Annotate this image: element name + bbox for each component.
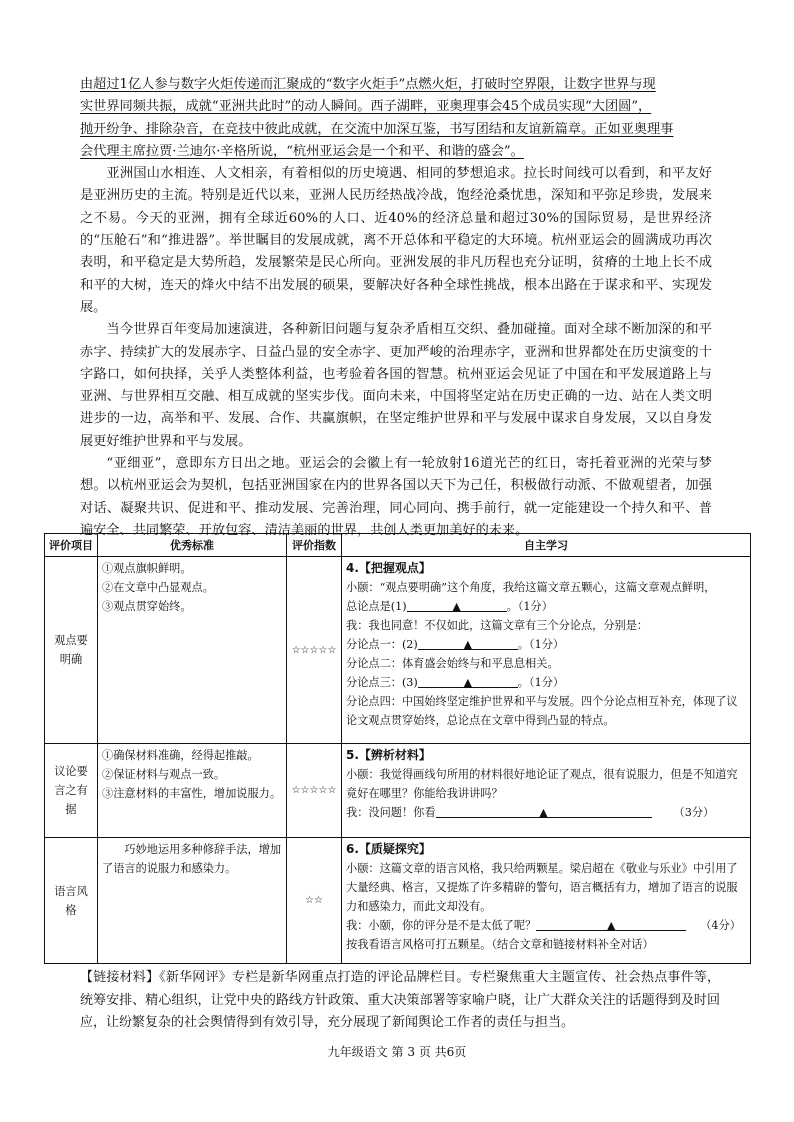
answer-blank[interactable]: [536, 916, 686, 931]
blank-marker-icon: ▲: [539, 806, 548, 819]
dialogue-line: [346, 635, 746, 654]
prompt-text: 分论点三：(3): [346, 676, 418, 689]
row-item: 语言风格: [45, 838, 98, 964]
self-study-cell: [342, 557, 751, 744]
score-text: 。（1分）: [506, 600, 553, 613]
standard-line: ③注意材料的丰富性，增加说服力。: [102, 787, 282, 800]
dialogue-line: 小颐：“观点要明确”这个角度，我给这篇文章五颗心，这篇文章观点鲜明，: [346, 581, 716, 594]
underlined-line: 实世界同频共振，成就“亚洲共此时”的动人瞬间。西子湖畔，亚奥理事会45个成员实现“大团圆”，: [80, 99, 652, 115]
header-standard: 优秀标准: [98, 534, 287, 557]
star-rating: ☆☆: [287, 838, 342, 964]
standard-line: ①确保材料准确，经得起推敲。: [102, 749, 259, 762]
self-study-cell: [342, 744, 751, 838]
prompt-text: 分论点一：(2): [346, 638, 418, 651]
standard-line: ②保证材料与观点一致。: [102, 768, 226, 781]
row-item: 议论要言之有据: [45, 744, 98, 838]
self-study-cell: [342, 838, 751, 964]
essay-paragraph-underlined: [80, 74, 712, 163]
table-row: [45, 744, 751, 838]
dialogue-line: 小颐：这篇文章的语言风格，我只给两颗星。梁启超在《敬业与乐业》中引用了大量经典、格言，又提炼了许多精辟的警句，语言概括有力，增加了语言的说服力和感染力，而此文却没有。: [346, 862, 738, 913]
evaluation-table: [44, 533, 751, 964]
standard-line: ③观点贯穿始终。: [102, 600, 192, 613]
score-text: 。（1分）: [517, 638, 565, 651]
dialogue-line: 小颐：我觉得画线句所用的材料很好地论证了观点，很有说服力，但是不知道究竟好在哪里？你能给我讲讲吗？: [346, 768, 738, 800]
underlined-line: 由超过1亿人参与数字火炬传递而汇聚成的“数字火炬手”点燃火炬，打破时空界限，让数字世界与现: [80, 77, 656, 92]
question-title: 4.【把握观点】: [346, 561, 431, 575]
essay-paragraph: 当今世界百年变局加速演进，各种新旧问题与复杂矛盾相互交织、叠加碰撞。面对全球不断加深的和平赤字、持续扩大的发展赤字、日益凸显的安全赤字、更加严峻的治理赤字，亚洲和世界都处在历史演变的十字路口，如何抉择，关乎人类整体利益，也考验着各国的智慧。杭州亚运会见证了中国在和平发展道路上与亚洲、与世界相互交融、相互成就的坚实步伐。面向未来，中国将坚定站在历史正确的一边、站在人类文明进步的一边，高举和平、发展、合作、共赢旗帜，在坚定维护世界和平与发展中谋求自身发展，又以自身发展更好维护世界和平与发展。: [80, 322, 712, 449]
blank-marker-icon: ▲: [452, 600, 461, 613]
table-row: [45, 557, 751, 744]
dialogue-line: 分论点四：中国始终坚定维护世界和平与发展。四个分论点相互补充，体现了议论文观点贯穿始终，总论点在文章中得到凸显的特点。: [346, 695, 738, 727]
dialogue-line: 我：我也同意！不仅如此，这篇文章有三个分论点，分别是：: [346, 619, 649, 632]
header-self-study: 自主学习: [342, 534, 751, 557]
prompt-text: 总论点是(1): [346, 600, 407, 613]
underlined-line: 抛开纷争、排除杂音，在竞技中彼此成就，在交流中加深互鉴，书写团结和友谊新篇章。正如亚奥理事: [80, 121, 674, 137]
answer-blank[interactable]: [436, 803, 652, 818]
dialogue-line: [346, 803, 746, 822]
prompt-text: 我：小颐，你的评分是不是太低了呢？: [346, 919, 537, 932]
dialogue-line: 分论点二：体育盛会始终与和平息息相关。: [346, 657, 559, 670]
question-title: 5.【辨析材料】: [346, 748, 431, 762]
star-rating: ☆☆☆☆☆: [287, 557, 342, 744]
answer-blank[interactable]: [418, 635, 518, 650]
table-row: [45, 838, 751, 964]
essay-paragraph: “亚细亚”，意即东方日出之地。亚运会的会徽上有一轮放射16道光芒的红日，寄托着亚洲的光荣与梦想。以杭州亚运会为契机，包括亚洲国家在内的世界各国以天下为己任，积极做行动派、不做观望者，加强对话、凝聚共识、促进和平、推动发展、完善治理，同心同向、携手前行，就一定能建设一个持久和平、普遍安全、共同繁荣、开放包容、清洁美丽的世界，共创人类更加美好的未来。: [80, 456, 712, 538]
row-standards: [98, 838, 287, 964]
row-standards: [98, 557, 287, 744]
answer-blank[interactable]: [407, 597, 507, 612]
standard-line: 巧妙地运用多种修辞手法，增加了语言的说服力和感染力。: [102, 843, 282, 875]
blank-marker-icon: ▲: [463, 638, 473, 651]
table-header-row: [45, 534, 751, 557]
link-material: 【链接材料】《新华网评》专栏是新华网重点打造的评论品牌栏目。专栏聚焦重大主题宣传、社会热点事件等，统筹安排、精心组织，让党中央的路线方针政策、重大决策部署等家喻户晓，让广大群众关注的话题得到及时回应，让纷繁复杂的社会舆情得到有效引导，充分展现了新闻舆论工作者的责任与担当。: [80, 970, 720, 1030]
dialogue-line: [346, 916, 746, 935]
row-item: 观点要明确: [45, 557, 98, 744]
prompt-text: 我：没问题！你看: [346, 806, 436, 819]
standard-line: ②在文章中凸显观点。: [102, 581, 214, 594]
star-rating: ☆☆☆☆☆: [287, 744, 342, 838]
essay-body: [80, 74, 712, 542]
dialogue-line: [346, 597, 746, 616]
blank-marker-icon: ▲: [463, 676, 473, 689]
standard-line: ①观点旗帜鲜明。: [102, 562, 192, 575]
essay-paragraph: 亚洲国山水相连、人文相亲，有着相似的历史境遇、相同的梦想追求。拉长时间线可以看到，和平友好是亚洲历史的主流。特别是近代以来，亚洲人民历经热战冷战，饱经沧桑忧患，深知和平弥足珍贵，发展来之不易。今天的亚洲，拥有全球近60%的人口、近40%的经济总量和超过30%的国际贸易，是世界经济的“压舱石”和“推进器”。举世瞩目的发展成就，离不开总体和平稳定的大环境。杭州亚运会的圆满成功再次表明，和平稳定是大势所趋，发展繁荣是民心所向。亚洲发展的非凡历程也充分证明，贫瘠的土地上长不成和平的大树，连天的烽火中结不出发展的硕果，要解决好各种全球性挑战，根本出路在于谋求和平、实现发展。: [80, 166, 712, 315]
page-footer: 九年级语文 第 3 页 共6页: [327, 1045, 467, 1059]
header-index: 评价指数: [287, 534, 342, 557]
row-standards: [98, 744, 287, 838]
dialogue-line: 按我看语言风格可打五颗星。（结合文章和链接材料补全对话）: [346, 938, 654, 951]
question-title: 6.【质疑探究】: [346, 842, 431, 856]
underlined-line: 会代理主席拉贾·兰迪尔·辛格所说，“杭州亚运会是一个和平、和谐的盛会”。: [80, 143, 524, 159]
answer-blank[interactable]: [418, 673, 518, 688]
score-text: 。（1分）: [517, 676, 565, 689]
dialogue-line: [346, 673, 746, 692]
score-text: （3分）: [673, 806, 715, 819]
score-text: （4分）: [700, 919, 741, 932]
blank-marker-icon: ▲: [606, 919, 616, 932]
header-item: 评价项目: [45, 534, 98, 557]
